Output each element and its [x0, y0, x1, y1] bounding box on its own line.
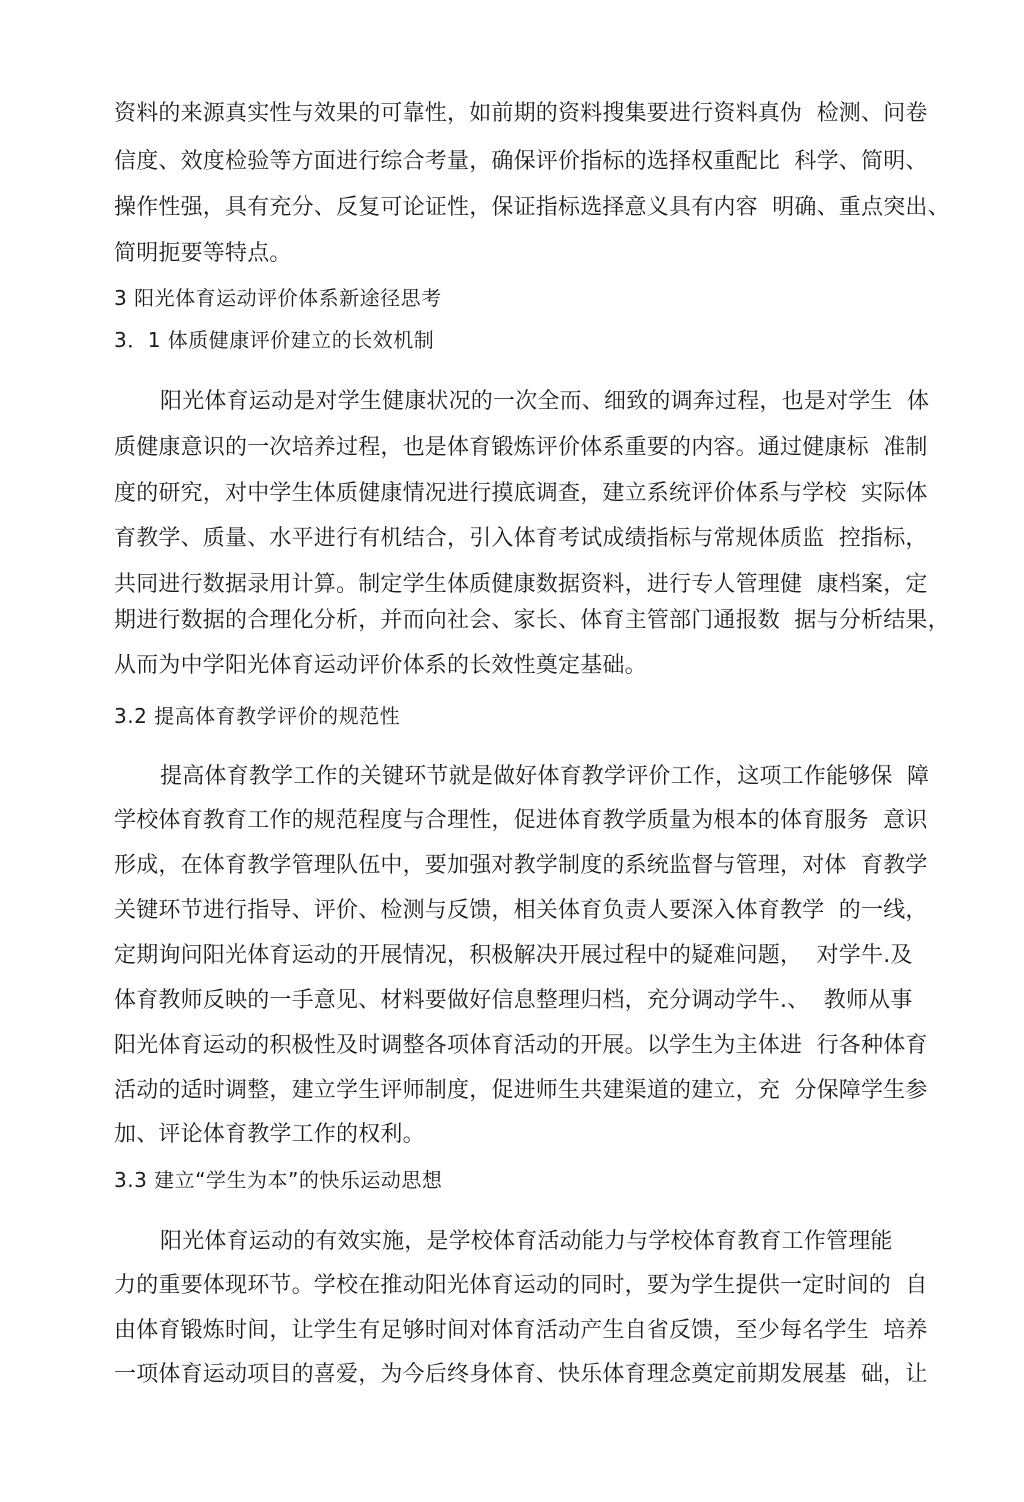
- text-line: 资料的来源真实性与效果的可靠性，如前期的资料搜集要进行资料真伪 检测、问卷: [114, 101, 928, 126]
- subsection-heading: 3．1 体质健康评价建立的长效机制: [114, 328, 435, 352]
- text-line: 从而为中学阳光体育运动评价体系的长效性奠定基础。: [114, 653, 647, 678]
- text-line: 体育教师反映的一手意见、材料要做好信息整理归档，充分调动学牛.、 教师从事: [114, 988, 913, 1013]
- text-line: 质健康意识的一次培养过程，也是体育锻炼评价体系重要的内容。通过健康标 准制: [114, 435, 928, 460]
- subsection-heading: 3.3 建立“学生为本”的快乐运动思想: [114, 1168, 443, 1192]
- text-line: 阳光体育运动是对学生健康状况的一次全而、细致的调奔过程，也是对学生 体: [160, 389, 930, 414]
- section-heading: 3 阳光体育运动评价体系新途径思考: [114, 286, 442, 310]
- text-line: 期进行数据的合理化分析，并而向社会、家长、体育主管部门通报数 据与分析结果，: [114, 608, 950, 633]
- text-line: 操作性强，具有充分、反复可论证性，保证指标选择意义具有内容 明确、重点突出、: [114, 195, 950, 220]
- text-line: 关键环节进行指导、评价、检测与反馈，相关体育负责人要深入体育教学 的一线，: [114, 898, 928, 923]
- text-line: 活动的适时调整，建立学生评师制度，促进师生共建渠道的建立，充 分保障学生参: [114, 1078, 928, 1103]
- text-line: 定期询问阳光体育运动的开展情况，积极解决开展过程中的疑难问题， 对学牛.及: [114, 943, 913, 968]
- text-line: 一项体育运动项目的喜爱，为今后终身体育、快乐体育理念奠定前期发展基 础，让: [114, 1362, 928, 1387]
- text-line: 阳光体育运动的积极性及时调整各项体育活动的开展。以学生为主体进 行各种体育: [114, 1033, 928, 1058]
- text-line: 加、评论体育教学工作的权利。: [114, 1122, 425, 1147]
- text-line: 育教学、质量、水平进行有机结合，引入体育考试成绩指标与常规体质监 控指标，: [114, 526, 928, 551]
- text-line: 信度、效度检验等方面进行综合考量，确保评价指标的选择权重配比 科学、简明、: [114, 149, 928, 174]
- text-line: 形成，在体育教学管理队伍中，要加强对教学制度的系统监督与管理，对体 育教学: [114, 853, 928, 878]
- text-line: 简明扼要等特点。: [114, 241, 292, 266]
- text-line: 学校体育教育工作的规范程度与合理性，促进体育教学质量为根本的体育服务 意识: [114, 808, 928, 833]
- text-line: 力的重要体现环节。学校在推动阳光体育运动的同时，要为学生提供一定时间的 自: [114, 1273, 928, 1298]
- text-line: 度的研究，对中学生体质健康情况进行摸底调查，建立系统评价体系与学校 实际体: [114, 481, 928, 506]
- text-line: 共同进行数据录用计算。制定学生体质健康数据资料，进行专人管理健 康档案，定: [114, 572, 928, 597]
- text-line: 由体育锻炼时间，让学生有足够时间对体育活动产生自省反馈，至少每名学生 培养: [114, 1318, 928, 1343]
- text-line: 提高体育教学工作的关键环节就是做好体育教学评价工作，这项工作能够保 障: [160, 764, 930, 789]
- text-line: 阳光体育运动的有效实施，是学校体育活动能力与学校体育教育工作管理能: [160, 1229, 893, 1254]
- subsection-heading: 3.2 提高体育教学评价的规范性: [114, 704, 401, 728]
